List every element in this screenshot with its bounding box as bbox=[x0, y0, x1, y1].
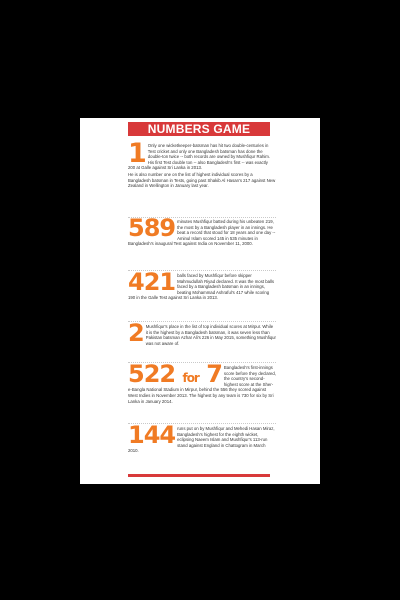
stat-description: Only one wicketkeeper-batsman has hit two double-centuries in Test cricket and only one Bangladesh batsman has done the double-ton twice -- both records are owned by Mushfiqur Rahim. His first Test double ton -- also Bangladesh's first -- was exactly 200 at Galle against Sri Lanka in 2013. bbox=[128, 143, 271, 171]
stat-description: Bangladesh's first-innings score before they declared, the country's second-highest score at the Sher-e-Bangla National Stadium in Mirpur, behind the 556 they scored against West Indies in November 2013. The highest by any team is 730 for six by Sri Lanka in January 2014. bbox=[128, 365, 276, 404]
stat-description: runs put on by Mushfiqur and Mehedi Hasan Miraz, Bangladesh's highest for the eighth wicket, eclipsing Naeem Islam and Mushfiqur's 113-run stand against England in Chattogram in March 2010. bbox=[128, 426, 275, 454]
stat-number-runs: 522 bbox=[128, 360, 176, 388]
stat-description: balls faced by Mushfiqur before skipper Mahmudullah Riyad declared. It was the most balls faced by a Bangladesh batsman in an innings, beating Mohammad Ashraful's 417 while scoring 190 in the Galle Test against Sri Lanka in 2013. bbox=[128, 273, 275, 301]
page-title: NUMBERS GAME bbox=[128, 122, 270, 136]
list-item bbox=[128, 268, 276, 301]
stat-description-extra: He is also number one on the list of highest individual scores by a Bangladesh batsman in Tests, going past Shakib Al Hasan's 217 against New Zealand in Wellington in January last year. bbox=[128, 171, 276, 189]
stat-number: 1 bbox=[128, 138, 146, 169]
list-item bbox=[128, 421, 276, 454]
stat-number bbox=[128, 360, 222, 388]
stat-for-word: for bbox=[182, 371, 199, 385]
list-item bbox=[128, 360, 276, 404]
bottom-accent-bar bbox=[128, 474, 270, 477]
stat-description: Mushfiqur's place in the list of top individual scores at Mirpur. While it is the highest by a Bangladesh batsman, it was seven less than Pakistan batsman Azhar Ali's 226 in May 2015, something Mushfiqur was not aware of. bbox=[145, 324, 276, 346]
stat-number: 144 bbox=[128, 421, 176, 449]
list-item bbox=[128, 138, 276, 189]
stat-number: 589 bbox=[128, 214, 176, 242]
divider bbox=[128, 321, 276, 322]
stat-description: minutes Mushfiqur batted during his unbeaten 219, the most by a Bangladesh player in an innings. He beat a record that stood for 18 years and one day -- Aminul Islam scored 145 in 535 minutes in Bangladesh's inaugural Test against India on November 11, 2000. bbox=[128, 219, 276, 247]
article-page bbox=[80, 118, 320, 484]
list-item bbox=[128, 319, 276, 347]
list-item bbox=[128, 214, 276, 247]
stat-number-wickets: 7 bbox=[206, 360, 222, 388]
stat-number: 421 bbox=[128, 268, 176, 296]
stat-number: 2 bbox=[128, 319, 144, 347]
